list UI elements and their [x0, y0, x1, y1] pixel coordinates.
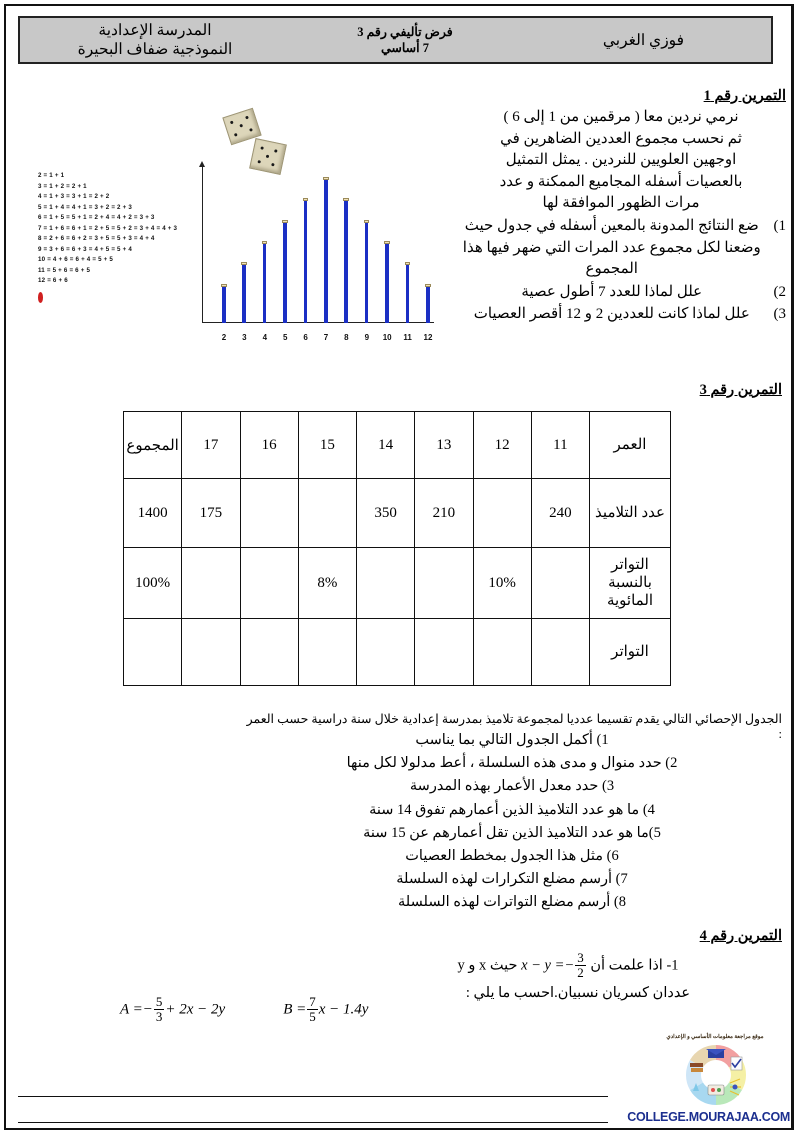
- exercise-1-title: التمرين رقم 1: [703, 88, 786, 104]
- teacher-name: فوزي الغربي: [602, 31, 685, 49]
- table-cell: [357, 548, 415, 619]
- chart-y-axis-arrow: [199, 161, 205, 167]
- formula-b-label: B: [283, 1001, 293, 1018]
- formula-a-tail: + 2x − 2y: [165, 1001, 226, 1018]
- exercise-3-question-item: 3) حدد معدل الأعمار بهذه المدرسة: [409, 778, 615, 795]
- chart-bar-cap: [282, 220, 288, 223]
- fraction-denominator: 3: [155, 1008, 163, 1024]
- question-text: علل لماذا للعدد 7 أطول عصية: [521, 283, 703, 300]
- chart-x-tick-label: 5: [282, 333, 288, 342]
- chart-bar: [263, 243, 267, 323]
- chart-bar: [283, 222, 287, 323]
- decomposition-line: 12 = 6 + 6: [38, 277, 68, 284]
- chart-bar-cap: [425, 284, 431, 287]
- fraction-denominator: 2: [577, 964, 584, 980]
- question-text: علل لماذا كانت للعددين 2 و 12 أقصر العصيات: [473, 306, 750, 323]
- table-cell: 1400: [124, 479, 182, 548]
- decomposition-line: 6 = 1 + 5 = 5 + 1 = 2 + 4 = 4 + 2 = 3 + 3: [38, 214, 155, 221]
- chart-bar-slot: [214, 173, 234, 342]
- chart-bar-cap: [303, 198, 309, 201]
- exercise-1-statement-line: اوجهين العلويين للنردين . يمثل التمثيل: [505, 152, 737, 169]
- table-cell: 14: [357, 412, 415, 479]
- exercise-1-question-item: [456, 216, 786, 281]
- table-row: [124, 479, 671, 548]
- table-cell: [415, 548, 473, 619]
- fraction: [154, 995, 165, 1023]
- decomposition-line: 5 = 1 + 4 = 4 + 1 = 3 + 2 = 2 + 3: [38, 203, 132, 211]
- chart-bar: [365, 222, 369, 323]
- logo-ring-icon: [674, 1040, 758, 1110]
- fraction-denominator: 5: [309, 1008, 316, 1024]
- chart-bar-cap: [221, 284, 227, 287]
- exercise-3-question-item: 2) حدد منوال و مدى هذه السلسلة ، أعط مدلولا لكل منها: [346, 755, 678, 772]
- decomposition-line: 10 = 4 + 6 = 6 + 4 = 5 + 5: [38, 256, 114, 263]
- chart-bar-slot: [255, 173, 275, 342]
- exercise-1-question-list: [456, 216, 786, 326]
- formula-b-tail: x − 1.4y: [318, 1001, 369, 1018]
- exercise-3-question-item: 5)ما هو عدد التلاميذ الذين تقل أعمارهم عن 15 سنة: [363, 824, 661, 841]
- exam-title: [280, 24, 530, 57]
- chart-x-tick-label: 7: [323, 333, 329, 342]
- table-cell: [357, 619, 415, 686]
- dice-sum-bar-chart: [196, 160, 436, 345]
- table-cell: [182, 548, 240, 619]
- chart-x-tick-label: 6: [303, 333, 308, 342]
- table-cell: [298, 479, 356, 548]
- exercise-4-line-2: عددان كسريان نسبيان.احسب ما يلي :: [465, 985, 691, 1001]
- table-cell: [473, 479, 531, 548]
- exercise-3-title: التمرين رقم 3: [699, 382, 782, 398]
- school-name: [20, 21, 280, 60]
- table-cell: 240: [531, 479, 589, 548]
- logo-site-url: COLLEGE.MOURAJAA.COM: [627, 1110, 790, 1124]
- table-cell: [473, 619, 531, 686]
- exercise-4-line-1: [358, 952, 778, 980]
- table-cell: [182, 619, 240, 686]
- chart-bar-slot: [398, 173, 418, 342]
- chart-bar-cap: [241, 262, 247, 265]
- fraction-numerator: 5: [155, 994, 163, 1009]
- chart-bar: [426, 286, 430, 323]
- question-number: 3): [773, 306, 786, 323]
- chart-bar-slot: [336, 173, 356, 342]
- table-cell: 17: [182, 412, 240, 479]
- formula-b: [283, 996, 368, 1024]
- table-cell: 8%: [298, 548, 356, 619]
- page-margin-rule: [792, 6, 794, 1124]
- formula-b-equals: =: [296, 1001, 307, 1018]
- chart-x-tick-label: 12: [423, 333, 433, 342]
- question-number: 1): [773, 217, 786, 234]
- school-name-line1: المدرسة الإعدادية: [98, 21, 212, 39]
- fraction: [575, 951, 586, 979]
- exercise-1-statement-line: مرات الظهور الموافقة لها: [542, 195, 700, 212]
- footer-rule-top: [18, 1096, 608, 1097]
- chart-bar-slot: [275, 173, 295, 342]
- table-cell: 12: [473, 412, 531, 479]
- document-header: [18, 16, 773, 64]
- chart-bar-cap: [262, 241, 268, 244]
- chart-bar: [324, 179, 328, 323]
- table-cell: 100%: [124, 548, 182, 619]
- table-cell: [240, 548, 298, 619]
- table-cell: [298, 619, 356, 686]
- formula-a-label: A: [120, 1001, 129, 1018]
- exercise-3-question-item: 6) مثل هذا الجدول بمخطط العصيات: [405, 847, 619, 864]
- decomposition-line: 4 = 1 + 3 = 3 + 1 = 2 + 2: [38, 193, 110, 200]
- exam-title-line2: 7 أساسي: [380, 41, 430, 55]
- chart-bar-slot: [418, 173, 438, 342]
- exercise-1-statement-line: بالعصيات أسفله المجاميع الممكنة و عدد: [499, 173, 743, 190]
- chart-x-tick-label: 9: [364, 333, 370, 342]
- table-cell: 175: [182, 479, 240, 548]
- table-cell: [531, 548, 589, 619]
- question-text: ضع النتائج المدونة بالمعين أسفله في جدول حيث وضعنا لكل مجموع عدد المرات التي ضهر فيها هذا المجموع: [462, 217, 761, 278]
- table-cell: [415, 619, 473, 686]
- table-cell: 13: [415, 412, 473, 479]
- table-cell: [240, 619, 298, 686]
- equation-x-minus-y: [521, 952, 587, 980]
- chart-bar-slot: [357, 173, 377, 342]
- chart-x-tick-label: 4: [262, 333, 268, 342]
- chart-x-tick-label: 3: [242, 333, 247, 342]
- exercise-1-statement: [456, 107, 786, 215]
- exercise-3-question-item: 8) أرسم مضلع التواترات لهذه السلسلة: [398, 894, 626, 911]
- chart-bar: [304, 200, 308, 323]
- chart-bar: [406, 264, 410, 323]
- exercise-1-block: [456, 88, 786, 326]
- chart-bar: [242, 264, 246, 323]
- table-cell: 15: [298, 412, 356, 479]
- formula-a-sign: −: [142, 1001, 153, 1018]
- site-logo: [627, 1034, 790, 1132]
- exercise-1-question-item: [456, 282, 786, 304]
- exercise-3-question-item: 1) أكمل الجدول التالي بما يناسب: [415, 732, 609, 748]
- table-cell: 11: [531, 412, 589, 479]
- decomposition-line: 3 = 1 + 2 = 2 + 1: [38, 182, 87, 190]
- chart-bar-cap: [343, 198, 349, 201]
- exercise-3-question-list: [242, 729, 782, 915]
- statistics-table: [123, 411, 671, 686]
- equation-lhs: x − y =: [521, 957, 565, 974]
- chart-bar-cap: [405, 262, 411, 265]
- chart-bar-cap: [323, 177, 329, 180]
- table-cell: 16: [240, 412, 298, 479]
- table-cell: [240, 479, 298, 548]
- chart-bars-group: [202, 173, 434, 342]
- exercise-1-statement-line: نرمي نردين معا ( مرقمين من 1 إلى 6 ): [503, 109, 739, 125]
- fraction-numerator: 3: [577, 950, 584, 965]
- chart-bar-cap: [364, 220, 370, 223]
- logo-arabic-caption: موقع مراجعة معلومات الأساسي و الإعدادي: [666, 1034, 764, 1040]
- chart-x-tick-label: 11: [403, 333, 412, 342]
- exercise-1-statement-line: ثم نحسب مجموع العددين الضاهرين في: [500, 130, 742, 147]
- decomposition-line: 2 = 1 + 1: [38, 172, 65, 179]
- formula-a-equals: =: [132, 1001, 143, 1018]
- table-cell: 210: [415, 479, 473, 548]
- table-cell: [124, 619, 182, 686]
- table-row: [124, 548, 671, 619]
- exam-title-line1: فرض تأليفي رقم 3: [357, 24, 453, 39]
- exercise-3-question-item: 4) ما هو عدد التلاميذ الذين أعمارهم تفوق 14 سنة: [369, 801, 655, 818]
- decomposition-line: 7 = 1 + 6 = 6 + 1 = 2 + 5 = 5 + 2 = 3 + 4 = 4 + 3: [38, 224, 178, 232]
- table-row-label: عدد التلاميذ: [590, 479, 671, 548]
- equation-sign: −: [564, 957, 575, 974]
- exercise-4-formulas: [120, 996, 540, 1024]
- exercise-4-prefix: 1- اذا علمت أن: [590, 957, 679, 974]
- chart-x-tick-label: 8: [344, 333, 349, 342]
- exercise-1-question-item: [456, 304, 786, 326]
- fraction-numerator: 7: [309, 994, 316, 1009]
- red-dot-marker: [38, 292, 43, 303]
- decomposition-line: 9 = 3 + 6 = 6 + 3 = 4 + 5 = 5 + 4: [38, 245, 132, 253]
- exercise-3-paragraph: الجدول الإحصائي التالي يقدم تقسيما عدديا لمجموعة تلاميذ بمدرسة إعدادية خلال سنة دراسية حسب العمر :: [246, 712, 782, 741]
- table-row: [124, 412, 671, 479]
- table-cell: المجموع: [124, 412, 182, 479]
- decomposition-line: 11 = 5 + 6 = 6 + 5: [38, 266, 91, 274]
- exercise-4-title: التمرين رقم 4: [699, 928, 782, 944]
- table-row-label: العمر: [590, 412, 671, 479]
- school-name-line2: النموذجية ضفاف البحيرة: [77, 41, 233, 58]
- chart-bar-slot: [296, 173, 316, 342]
- table-row-label: التواتر بالنسبة المائوية: [590, 548, 671, 619]
- exercise-3-question-item: 7) أرسم مضلع التكرارات لهذه السلسلة: [396, 871, 628, 888]
- chart-x-tick-label: 2: [221, 333, 227, 342]
- chart-bar: [385, 243, 389, 323]
- sum-decomposition-list: [38, 170, 177, 286]
- chart-bar-slot: [316, 173, 336, 342]
- chart-bar-cap: [384, 241, 390, 244]
- question-number: 2): [773, 283, 786, 300]
- table-cell: 350: [357, 479, 415, 548]
- decomposition-line: 8 = 2 + 6 = 6 + 2 = 3 + 5 = 5 + 3 = 4 + 4: [38, 235, 155, 242]
- die-icon: [249, 138, 287, 175]
- table-cell: [531, 619, 589, 686]
- chart-bar-slot: [377, 173, 397, 342]
- table-row: [124, 619, 671, 686]
- chart-bar-slot: [234, 173, 254, 342]
- chart-bar: [222, 286, 226, 323]
- fraction: [307, 995, 318, 1023]
- footer-rule-bottom: [18, 1122, 608, 1123]
- chart-x-tick-label: 10: [382, 333, 392, 342]
- exercise-4-suffix: حيث x و y: [457, 957, 518, 974]
- chart-bar: [344, 200, 348, 323]
- table-cell: 10%: [473, 548, 531, 619]
- formula-a: [120, 996, 225, 1024]
- table-row-label: التواتر: [590, 619, 671, 686]
